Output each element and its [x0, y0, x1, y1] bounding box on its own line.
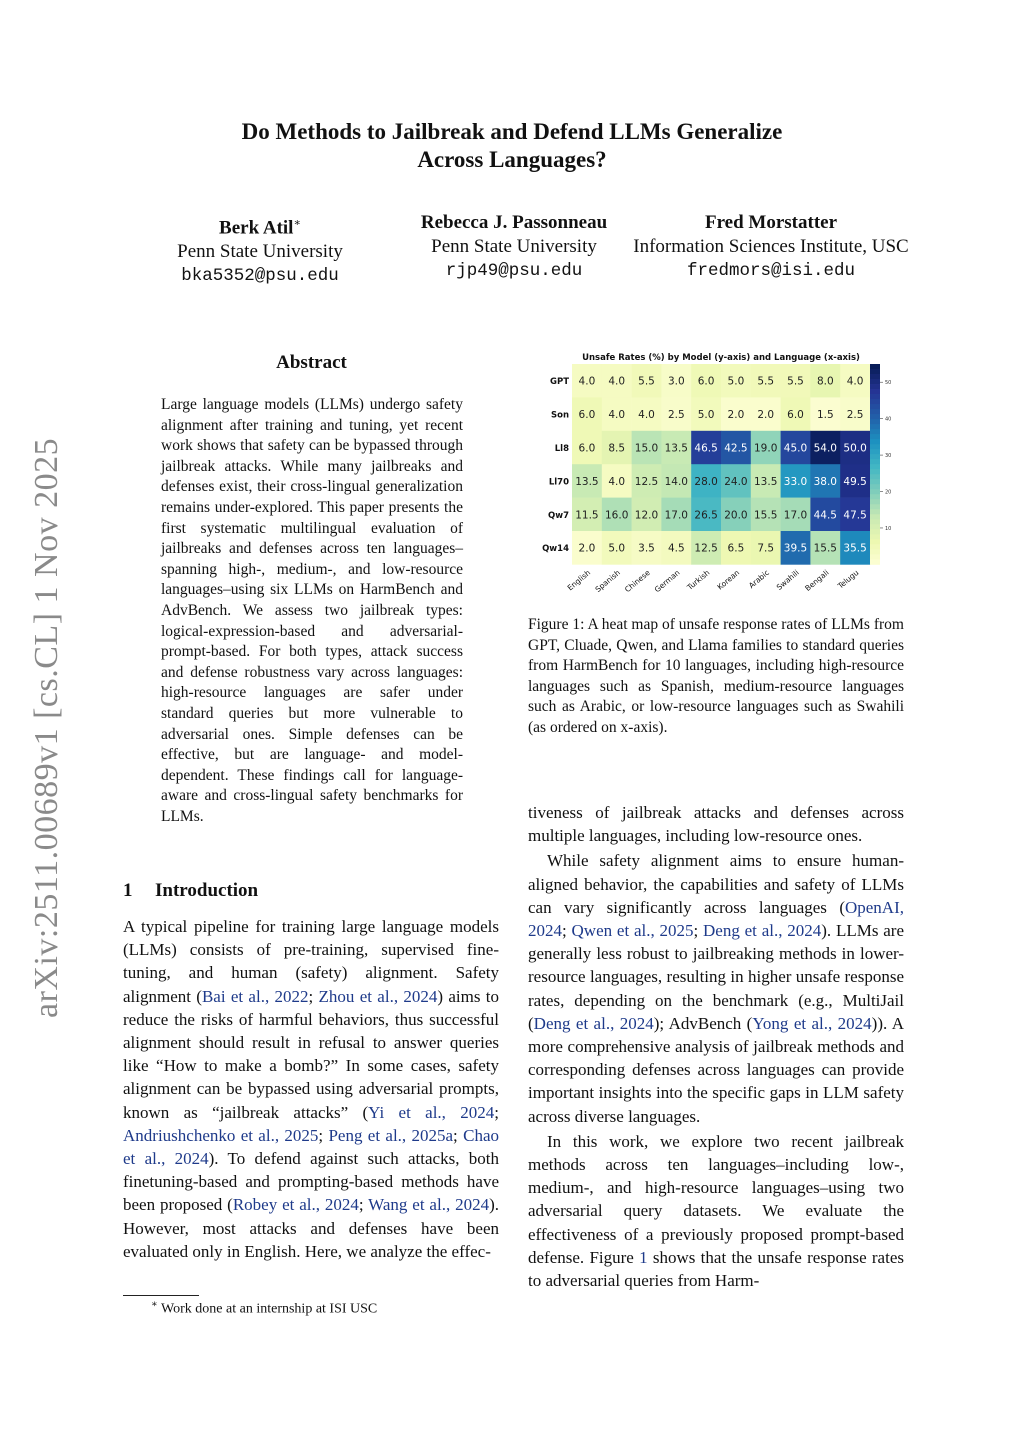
- citation-link[interactable]: Robey et al., 2024: [232, 1195, 359, 1215]
- colorbar-segment: [870, 519, 880, 524]
- author-affiliation: Penn State University: [431, 236, 597, 257]
- colorbar-segment: [870, 409, 880, 414]
- citation-link[interactable]: Andriushchenko et al., 2025: [123, 1125, 319, 1145]
- colorbar-segment: [870, 389, 880, 394]
- colorbar-segment: [870, 494, 880, 499]
- cell-value-label: 7.5: [757, 542, 775, 555]
- section-title: Introduction: [155, 880, 259, 901]
- colorbar-segment: [870, 534, 880, 539]
- cell-value-label: 54.0: [813, 442, 837, 455]
- colorbar-segment: [870, 419, 880, 424]
- colorbar-tick-label: 50: [885, 380, 892, 387]
- author-email[interactable]: fredmors@isi.edu: [686, 261, 856, 281]
- paragraph-text: ). However, most attacks and defenses have been evaluated only in English. Here, we analyze the effec-: [123, 1195, 499, 1261]
- colorbar-segment: [870, 479, 880, 484]
- cell-value-label: 5.5: [638, 375, 655, 388]
- cell-value-label: 39.5: [783, 542, 808, 555]
- cell-value-label: 6.0: [578, 409, 596, 422]
- cell-value-label: 6.0: [787, 409, 804, 422]
- colorbar-segment: [870, 384, 880, 389]
- author-affiliation: Penn State University: [177, 241, 343, 263]
- column-label: English: [565, 568, 593, 593]
- arxiv-stamp: arXiv:2511.00689v1 [cs.CL] 1 Nov 2025: [28, 437, 65, 1018]
- paragraph-text: ); AdvBench (: [653, 1013, 753, 1033]
- paragraph-text: A typical pipeline for training large language models (LLMs) consists of pre-training, supervised fine-tuning, and human (safety) alignment. Safety alignment (: [123, 917, 499, 1006]
- cell-value-label: 4.0: [608, 409, 626, 422]
- colorbar-segment: [870, 414, 880, 419]
- right-paragraph-continued: tiveness of jailbreak attacks and defenses across multiple languages, including low-resource ones.: [528, 803, 904, 846]
- colorbar-segment: [870, 469, 880, 474]
- colorbar-segment: [870, 364, 880, 369]
- colorbar-segment: [870, 509, 880, 514]
- title-line-2: Across Languages?: [417, 147, 607, 172]
- chart-title: Unsafe Rates (%) by Model (y-axis) and Language (x-axis): [582, 353, 860, 363]
- citation-link[interactable]: Deng et al., 2024: [703, 921, 822, 941]
- cell-value-label: 1.5: [816, 409, 834, 422]
- cell-value-label: 15.0: [634, 442, 659, 455]
- citation-link[interactable]: Yi et al., 2024: [368, 1102, 495, 1122]
- colorbar-segment: [870, 549, 880, 554]
- paragraph-text: ;: [693, 921, 704, 941]
- colorbar-segment: [870, 544, 880, 549]
- citation-link[interactable]: Qwen et al., 2025: [571, 921, 694, 941]
- cell-value-label: 19.0: [754, 442, 778, 455]
- colorbar-tick-label: 30: [885, 453, 892, 460]
- author-affiliation: Information Sciences Institute, USC: [633, 236, 909, 257]
- colorbar-segment: [870, 484, 880, 489]
- cell-value-label: 15.5: [813, 542, 837, 555]
- row-label: Qw7: [548, 510, 569, 521]
- section-number: 1: [123, 880, 133, 901]
- colorbar-segment: [870, 514, 880, 519]
- cell-value-label: 13.5: [754, 475, 778, 488]
- colorbar-segment: [870, 504, 880, 509]
- paragraph-text: )). A more comprehensive analysis of jailbreak methods and corresponding defenses across languages can provide important insights into the specific gaps in LLM safety across diverse languages.: [528, 1013, 904, 1126]
- colorbar-segment: [870, 439, 880, 444]
- title-line-1: Do Methods to Jailbreak and Defend LLMs Generalize: [241, 119, 783, 144]
- right-paragraph: [528, 849, 904, 1127]
- paragraph-text: ). LLMs are generally less robust to jailbreaking methods in lower-resource languages, resulting in higher unsafe response rates, depending on the benchmark (e.g., MultiJail (: [528, 921, 904, 1033]
- colorbar-segment: [870, 374, 880, 379]
- author-name: Berk Atil: [219, 217, 294, 239]
- cell-value-label: 6.0: [697, 375, 715, 388]
- colorbar-segment: [870, 449, 880, 454]
- colorbar-segment: [870, 454, 880, 459]
- paper-title: [0, 118, 1024, 174]
- colorbar-segment: [870, 554, 880, 559]
- cell-value-label: 4.0: [578, 375, 596, 388]
- column-label: Telugu: [836, 568, 861, 591]
- cell-value-label: 3.5: [638, 542, 655, 555]
- colorbar-segment: [870, 539, 880, 544]
- cell-value-label: 12.5: [694, 542, 718, 555]
- cell-value-label: 2.0: [578, 542, 596, 555]
- cell-value-label: 38.0: [813, 475, 837, 488]
- cell-value-label: 8.5: [608, 442, 626, 455]
- colorbar-segment: [870, 369, 880, 374]
- colorbar-segment: [870, 429, 880, 434]
- cell-value-label: 5.0: [697, 409, 715, 422]
- row-label: GPT: [549, 377, 569, 388]
- author-name: Rebecca J. Passonneau: [420, 212, 608, 233]
- cell-value-label: 2.5: [846, 409, 864, 422]
- cell-value-label: 44.5: [813, 509, 837, 522]
- citation-link[interactable]: Peng et al., 2025a: [328, 1125, 454, 1145]
- section-heading: [123, 880, 258, 902]
- cell-value-label: 4.0: [846, 375, 864, 388]
- citation-link[interactable]: OpenAI, 2024: [528, 897, 904, 941]
- paragraph-text: ;: [562, 921, 572, 941]
- colorbar-segment: [870, 379, 880, 384]
- cell-value-label: 49.5: [843, 475, 867, 488]
- cell-value-label: 45.0: [783, 442, 808, 455]
- cell-value-label: 3.0: [667, 375, 685, 388]
- cell-value-label: 2.0: [757, 409, 775, 422]
- paragraph-text: While safety alignment aims to ensure human-aligned behavior, the capabilities and safety of LLMs can vary significantly across languages (: [528, 851, 904, 917]
- colorbar-tick-label: 40: [885, 416, 892, 423]
- author-email[interactable]: rjp49@psu.edu: [445, 261, 583, 281]
- colorbar-segment: [870, 404, 880, 409]
- heatmap-figure: [540, 348, 920, 608]
- cell-value-label: 5.5: [757, 375, 775, 388]
- colorbar-segment: [870, 399, 880, 404]
- paragraph-text: ;: [453, 1125, 464, 1145]
- cell-value-label: 6.5: [727, 542, 745, 555]
- cell-value-label: 28.0: [694, 475, 718, 488]
- cell-value-label: 46.5: [694, 442, 718, 455]
- cell-value-label: 16.0: [605, 509, 629, 522]
- right-paragraph: [528, 1130, 904, 1292]
- cell-value-label: 20.0: [724, 509, 748, 522]
- cell-value-label: 17.0: [664, 509, 688, 522]
- abstract-text: Large language models (LLMs) undergo safety alignment after training and tuning, yet recent work shows that safety can be bypassed through jailbreak attacks. While many jailbreaks and defenses exist, their cross-lingual generalization remains under-explored. This paper presents the first systematic multilingual evaluation of jailbreaks and defenses across ten languages–spanning high-, medium-, and low-resource languages–using six LLMs on HarmBench and AdvBench. We assess two jailbreak types: logical-expression-based and adversarial-prompt-based. For both types, attack success and defense robustness vary across languages: high-resource languages are safer under standard queries but more vulnerable to adversarial ones. Simple defenses can be effective, but are language- and model-dependent. These findings call for language-aware and cross-lingual safety benchmarks for LLMs.: [161, 396, 463, 825]
- column-label: German: [652, 568, 682, 595]
- colorbar-segment: [870, 559, 880, 564]
- footnote-text: Work done at an internship at ISI USC: [161, 1301, 378, 1317]
- colorbar-tick-label: 20: [885, 489, 892, 496]
- column-label: Turkish: [685, 568, 712, 592]
- paragraph-text: ) aims to reduce the risks of harmful behaviors, thus successful alignment should result in refusal to answer queries like “How to make a bomb?” In some cases, safety alignment can be bypassed using adversarial prompts, known as “jailbreak attacks” (: [123, 986, 499, 1122]
- cell-value-label: 24.0: [724, 475, 748, 488]
- colorbar-segment: [870, 489, 880, 494]
- cell-value-label: 12.0: [634, 509, 659, 522]
- cell-value-label: 14.0: [664, 475, 688, 488]
- column-label: Korean: [715, 568, 742, 592]
- cell-value-label: 12.5: [634, 475, 659, 488]
- left-column-text: [123, 915, 499, 1263]
- colorbar-segment: [870, 529, 880, 534]
- paragraph-text: ;: [308, 986, 319, 1006]
- paragraph-text: In this work, we explore two recent jailbreak methods across ten languages–including low-, medium-, and high-resource languages–using two adversarial query datasets. We evaluate the effectiveness of a previously proposed prompt-based defense. Figure: [528, 1131, 904, 1267]
- row-label: Ll8: [554, 444, 569, 454]
- citation-link[interactable]: Zhou et al., 2024: [318, 986, 438, 1006]
- footnote-mark: ∗: [151, 1299, 158, 1310]
- citation-link[interactable]: Deng et al., 2024: [533, 1013, 654, 1033]
- cell-value-label: 35.5: [843, 542, 867, 555]
- cell-value-label: 33.0: [783, 475, 808, 488]
- colorbar-segment: [870, 474, 880, 479]
- colorbar-segment: [870, 444, 880, 449]
- author-block-3: [616, 211, 926, 283]
- citation-link[interactable]: Yong et al., 2024: [752, 1013, 872, 1033]
- cell-value-label: 17.0: [783, 509, 808, 522]
- column-label: Spanish: [593, 568, 622, 594]
- cell-value-label: 4.0: [608, 475, 626, 488]
- colorbar-segment: [870, 499, 880, 504]
- figure-caption: Figure 1: A heat map of unsafe response rates of LLMs from GPT, Cluade, Qwen, and Llama families to standard queries from HarmBench for 10 languages, including high-resource languages such as Spanish, medium-resource languages such as Arabic, or low-resource languages such as Swahili (as ordered on x-axis).: [528, 616, 904, 736]
- colorbar-segment: [870, 464, 880, 469]
- paragraph-text: ). To defend against such attacks, both finetuning-based and prompting-based methods have been proposed (: [123, 1149, 499, 1215]
- cell-value-label: 50.0: [843, 442, 867, 455]
- cell-value-label: 4.0: [608, 375, 626, 388]
- author-footnote-mark: ∗: [293, 217, 301, 229]
- cell-value-label: 13.5: [664, 442, 688, 455]
- cell-value-label: 2.5: [667, 409, 685, 422]
- cell-value-label: 5.0: [608, 542, 626, 555]
- abstract-heading: Abstract: [276, 352, 347, 373]
- right-column-text: [528, 801, 904, 1292]
- colorbar-tick-label: 10: [885, 525, 892, 532]
- paragraph-text: shows that the unsafe response rates to adversarial queries from Harm-: [528, 1247, 904, 1291]
- cell-value-label: 42.5: [724, 442, 748, 455]
- author-name: Fred Morstatter: [704, 212, 838, 233]
- author-block-2: [404, 211, 624, 283]
- footnote-rule: [123, 1295, 199, 1296]
- cell-value-label: 8.0: [816, 375, 834, 388]
- cell-value-label: 4.0: [638, 409, 655, 422]
- colorbar-segment: [870, 459, 880, 464]
- cell-value-label: 47.5: [843, 509, 867, 522]
- colorbar-segment: [870, 524, 880, 529]
- colorbar-segment: [870, 424, 880, 429]
- cell-value-label: 13.5: [575, 475, 599, 488]
- paragraph-text: ;: [318, 1125, 329, 1145]
- column-label: Chinese: [623, 568, 652, 595]
- paragraph-text: ;: [494, 1102, 499, 1122]
- row-label: Son: [550, 410, 569, 421]
- cell-value-label: 4.5: [667, 542, 685, 555]
- cell-value-label: 6.0: [578, 442, 596, 455]
- cell-value-label: 11.5: [575, 509, 599, 522]
- cell-value-label: 5.5: [787, 375, 804, 388]
- author-email[interactable]: bka5352@psu.edu: [181, 266, 339, 287]
- column-label: Bengali: [803, 568, 831, 593]
- abstract-body: [161, 395, 463, 827]
- intro-paragraph: [123, 915, 499, 1263]
- citation-link[interactable]: Chao et al., 2024: [123, 1125, 499, 1169]
- row-label: Ll70: [548, 477, 569, 488]
- citation-link[interactable]: 1: [639, 1247, 648, 1267]
- cell-value-label: 15.5: [754, 509, 778, 522]
- colorbar-segment: [870, 394, 880, 399]
- author-block-1: [150, 211, 370, 288]
- citation-link[interactable]: Wang et al., 2024: [368, 1195, 490, 1215]
- citation-link[interactable]: Bai et al., 2022: [201, 986, 309, 1006]
- column-label: Swahili: [774, 568, 801, 592]
- row-label: Qw14: [542, 544, 569, 555]
- footnote: [151, 1299, 377, 1318]
- cell-value-label: 2.0: [727, 409, 745, 422]
- cell-value-label: 5.0: [727, 375, 745, 388]
- cell-value-label: 26.5: [694, 509, 718, 522]
- column-label: Arabic: [746, 568, 771, 591]
- paragraph-text: ;: [358, 1195, 369, 1215]
- colorbar-segment: [870, 434, 880, 439]
